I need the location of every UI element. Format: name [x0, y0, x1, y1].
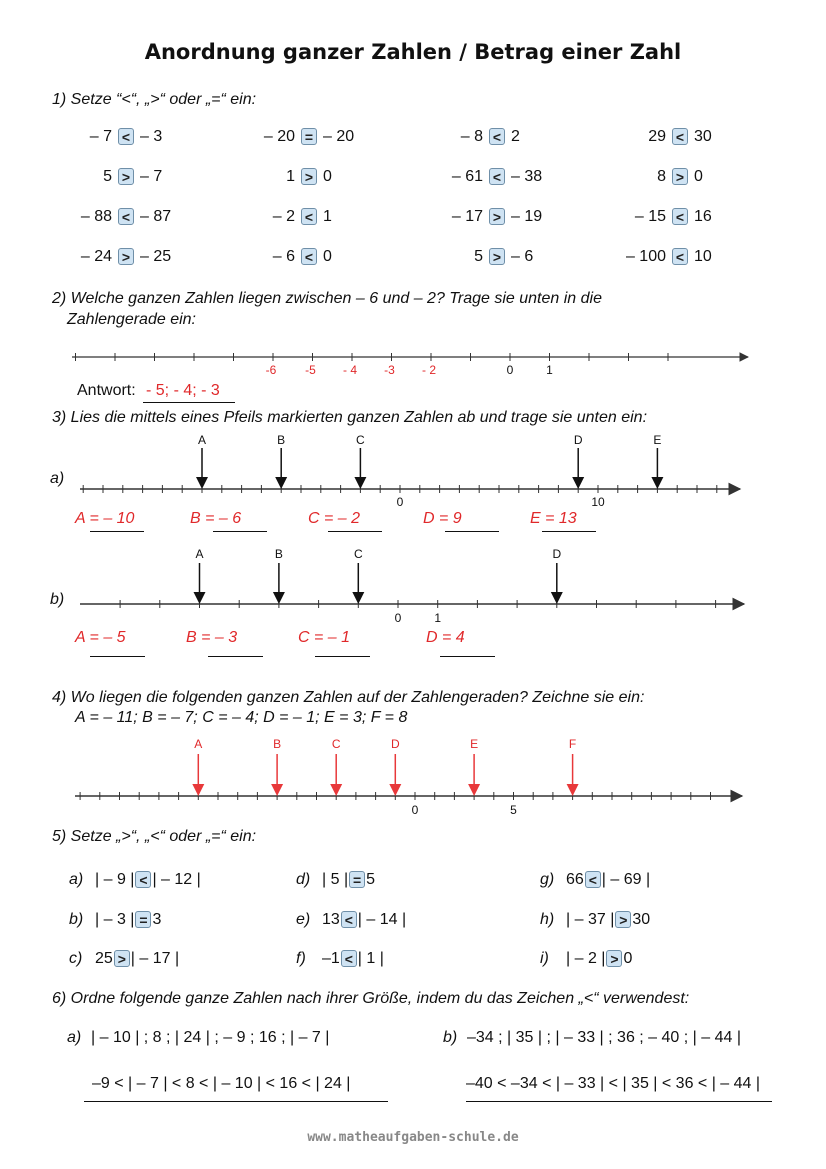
- q3b-marker-label: C: [353, 547, 363, 561]
- q6a-answer-underline: [84, 1101, 388, 1102]
- q4-axis-label: 5: [510, 803, 517, 817]
- q6a-tag: a): [67, 1029, 82, 1046]
- q5-left-value: 66: [566, 871, 584, 888]
- q5-left-value: | – 3 |: [95, 911, 135, 928]
- q2-answer: - 5; - 4; - 3: [146, 382, 220, 399]
- q3a-answer-underline: [328, 531, 382, 532]
- q3b-answer-underline: [208, 656, 263, 657]
- q1-left-value: 5: [103, 168, 112, 185]
- q1-answer-box[interactable]: <: [489, 168, 505, 185]
- footer-url: www.matheaufgaben-schule.de: [307, 1130, 519, 1145]
- q5-tag: c): [69, 950, 83, 967]
- q1-right-value: – 25: [140, 248, 172, 265]
- q6a-list: | – 10 | ; 8 ; | 24 | ; – 9 ; 16 ; | – 7 |: [91, 1029, 330, 1046]
- q1-left-value: – 17: [451, 208, 483, 225]
- q1-right-value: 30: [694, 128, 712, 145]
- q1-left-value: 8: [657, 168, 666, 185]
- q1-right-value: – 87: [140, 208, 172, 225]
- q3b-answer-underline: [90, 656, 145, 657]
- q5-tag: i): [540, 950, 549, 967]
- q3a-arrow-head: [572, 477, 584, 489]
- q3a-answer: E = 13: [530, 510, 577, 527]
- q1-left-value: – 8: [460, 128, 483, 145]
- q5-answer-box[interactable]: =: [135, 911, 151, 928]
- page-title: Anordnung ganzer Zahlen / Betrag einer Zahl: [144, 40, 682, 64]
- q1-answer-box[interactable]: >: [118, 168, 134, 185]
- q5-exercise: [69, 871, 201, 889]
- q1-right-value: 1: [323, 208, 332, 225]
- q2-red-label: -5: [305, 363, 316, 377]
- q4-marker-label: F: [568, 737, 577, 751]
- q4-prompt-line1: 4) Wo liegen die folgenden ganzen Zahlen auf der Zahlengeraden? Zeichne sie ein:: [52, 689, 645, 706]
- q6b-answer-underline: [466, 1101, 772, 1102]
- q1-answer-box[interactable]: <: [672, 208, 688, 225]
- q5-exercise: [540, 911, 650, 929]
- q3a-marker-label: C: [356, 433, 365, 447]
- q1-left-value: – 15: [634, 208, 666, 225]
- q6-prompt: 6) Ordne folgende ganze Zahlen nach ihrer Größe, indem du das Zeichen „<“ verwendest:: [52, 990, 690, 1007]
- q2-red-label: - 4: [342, 363, 358, 377]
- q2-answer-label: Antwort:: [77, 382, 136, 399]
- q5-exercise: [296, 950, 384, 968]
- q3a-marker-label: B: [277, 433, 286, 447]
- q5-answer-box[interactable]: <: [135, 871, 151, 888]
- q1-left-value: – 20: [263, 128, 295, 145]
- q5-tag: b): [69, 911, 84, 928]
- q3b-answer: D = 4: [426, 629, 465, 646]
- q3b-answer-underline: [315, 656, 370, 657]
- q3a-arrow-head: [196, 477, 208, 489]
- q1-left-value: – 61: [451, 168, 483, 185]
- q1-right-value: 0: [323, 248, 332, 265]
- q2-axis-label: 1: [546, 363, 553, 377]
- q1-answer-box[interactable]: <: [118, 208, 134, 225]
- q1-answer-box[interactable]: >: [672, 168, 688, 185]
- q1-right-value: – 19: [511, 208, 543, 225]
- q1-answer-box[interactable]: <: [489, 128, 505, 145]
- q2-answer-underline: [143, 402, 235, 403]
- q3b-arrow-head: [273, 592, 285, 604]
- q5-prompt: 5) Setze „>“, „<“ oder „=“ ein:: [52, 828, 257, 845]
- q5-right-value: | 1 |: [357, 950, 384, 967]
- q5-tag: g): [540, 871, 555, 888]
- q5-right-value: 5: [366, 871, 376, 888]
- q4-marker-label: D: [390, 737, 400, 751]
- q1-answer-box[interactable]: >: [301, 168, 317, 185]
- q3a-answer-underline: [213, 531, 267, 532]
- q3a-axis-label: 10: [591, 495, 605, 509]
- q1-left-value: 1: [286, 168, 295, 185]
- q5-exercise: [296, 911, 406, 929]
- q4-arrow-head: [389, 784, 401, 796]
- q3a-marker-label: D: [573, 433, 583, 447]
- q1-answer-box[interactable]: <: [672, 128, 688, 145]
- q5-right-value: | – 69 |: [601, 871, 651, 888]
- q1-answer-box[interactable]: <: [672, 248, 688, 265]
- q1-right-value: 0: [323, 168, 332, 185]
- q5-answer-box[interactable]: <: [341, 950, 357, 967]
- q5-answer-box[interactable]: >: [615, 911, 631, 928]
- q3a-arrow-head: [354, 477, 366, 489]
- q5-answer-box[interactable]: >: [114, 950, 130, 967]
- q3b-answer: A = – 5: [75, 629, 126, 646]
- q3a-answer: A = – 10: [75, 510, 135, 527]
- q3a-marker-label: A: [197, 433, 207, 447]
- q1-right-value: – 20: [323, 128, 355, 145]
- q5-left-value: | – 2 |: [566, 950, 606, 967]
- q3-prompt: 3) Lies die mittels eines Pfeils markierten ganzen Zahlen ab und trage sie unten ein:: [52, 409, 648, 426]
- q1-left-value: – 6: [272, 248, 295, 265]
- q2-red-label: - 2: [421, 363, 437, 377]
- q5-exercise: [69, 911, 161, 929]
- q2-red-label: -3: [384, 363, 395, 377]
- q3b-arrow-head: [194, 592, 206, 604]
- q4-marker-label: A: [194, 737, 203, 751]
- q3b-axis-label: 1: [434, 611, 442, 625]
- q3b-answer-underline: [440, 656, 495, 657]
- q3a-answer-underline: [445, 531, 499, 532]
- q6b-answer: –40 < –34 < | – 33 | < | 35 | < 36 < | – 44 |: [466, 1075, 761, 1092]
- q4-axis-label: 0: [411, 803, 419, 817]
- q3b-marker-label: B: [274, 547, 283, 561]
- q2-prompt-line2: Zahlengerade ein:: [67, 311, 196, 328]
- q4-marker-label: E: [470, 737, 479, 751]
- q1-left-value: – 88: [80, 208, 112, 225]
- q5-right-value: 30: [632, 911, 651, 928]
- q5-right-value: | – 12 |: [152, 871, 201, 888]
- q5-right-value: | – 17 |: [130, 950, 180, 967]
- q6b-tag: b): [443, 1029, 458, 1046]
- q3b-arrow-head: [352, 592, 364, 604]
- q1-right-value: – 3: [140, 128, 163, 145]
- q4-marker-label: C: [331, 737, 341, 751]
- q3a-arrow-head: [275, 477, 287, 489]
- q4-marker-label: B: [273, 737, 282, 751]
- q1-answer-box[interactable]: =: [301, 128, 317, 145]
- q1-answer-box[interactable]: <: [301, 248, 317, 265]
- q2-red-label: -6: [265, 363, 277, 377]
- q5-left-value: | – 9 |: [95, 871, 135, 888]
- q5-tag: e): [296, 911, 311, 928]
- q5-exercise: [540, 950, 632, 968]
- q1-right-value: 10: [694, 248, 712, 265]
- q5-tag: h): [540, 911, 555, 928]
- q5-tag: d): [296, 871, 311, 888]
- q5-right-value: 3: [152, 911, 162, 928]
- q3a-answer: B = – 6: [190, 510, 242, 527]
- q4-arrow-head: [468, 784, 480, 796]
- q5-right-value: 0: [623, 950, 633, 967]
- q2-prompt-line1: 2) Welche ganzen Zahlen liegen zwischen – 6 und – 2? Trage sie unten in die: [52, 290, 602, 307]
- q1-left-value: 29: [648, 128, 666, 145]
- q3a-marker-label: E: [653, 433, 662, 447]
- q3b-answer: B = – 3: [186, 629, 238, 646]
- q4-arrow-head: [271, 784, 283, 796]
- q5-answer-box[interactable]: =: [349, 871, 365, 888]
- q5-answer-box[interactable]: <: [341, 911, 357, 928]
- q3b-arrow-head: [551, 592, 563, 604]
- q1-right-value: 2: [511, 128, 520, 145]
- q5-right-value: | – 14 |: [357, 911, 407, 928]
- q5-exercise: [69, 950, 179, 968]
- q6a-answer: –9 < | – 7 | < 8 < | – 10 | < 16 < | 24 |: [92, 1075, 351, 1092]
- q1-answer-box[interactable]: >: [489, 248, 505, 265]
- q5-exercise: [540, 871, 650, 889]
- q5-left-value: 13: [322, 911, 340, 928]
- q1-answer-box[interactable]: <: [301, 208, 317, 225]
- q5-answer-box[interactable]: >: [606, 950, 622, 967]
- q3b-marker-label: D: [552, 547, 562, 561]
- q1-left-value: – 100: [625, 248, 666, 265]
- q3b-answer: C = – 1: [298, 629, 351, 646]
- q1-right-value: 16: [694, 208, 712, 225]
- q1-answer-box[interactable]: >: [118, 248, 134, 265]
- q3a-answer: D = 9: [423, 510, 462, 527]
- q3a-axis-label: 0: [396, 495, 404, 509]
- q2-axis-label: 0: [506, 363, 514, 377]
- q1-left-value: – 24: [80, 248, 112, 265]
- q1-left-value: – 7: [89, 128, 112, 145]
- q1-right-value: 0: [694, 168, 703, 185]
- q3a-answer-underline: [542, 531, 596, 532]
- q5-left-value: | 5 |: [322, 871, 349, 888]
- q1-left-value: – 2: [272, 208, 295, 225]
- q1-answer-box[interactable]: <: [118, 128, 134, 145]
- q5-answer-box[interactable]: <: [585, 871, 601, 888]
- q5-tag: f): [296, 950, 306, 967]
- q5-left-value: 25: [95, 950, 113, 967]
- q4-arrow-head: [192, 784, 204, 796]
- q6b-list: –34 ; | 35 | ; | – 33 | ; 36 ; – 40 ; | – 44 |: [467, 1029, 741, 1046]
- q1-prompt: 1) Setze “<“, „>“ oder „=“ ein:: [52, 91, 257, 108]
- q4-arrow-head: [567, 784, 579, 796]
- q3b-axis-label: 0: [394, 611, 402, 625]
- q4-prompt-line2: A = – 11; B = – 7; C = – 4; D = – 1; E = 3; F = 8: [75, 709, 408, 726]
- q3a-answer: C = – 2: [308, 510, 361, 527]
- q3b-label: b): [50, 591, 65, 608]
- q1-left-value: 5: [474, 248, 483, 265]
- q1-right-value: – 6: [511, 248, 534, 265]
- q1-right-value: – 38: [511, 168, 543, 185]
- q3a-label: a): [50, 470, 65, 487]
- q3a-answer-underline: [90, 531, 144, 532]
- q5-tag: a): [69, 871, 84, 888]
- q3a-arrow-head: [651, 477, 663, 489]
- q3b-marker-label: A: [195, 547, 204, 561]
- q1-answer-box[interactable]: >: [489, 208, 505, 225]
- q5-left-value: | – 37 |: [566, 911, 615, 928]
- q5-left-value: –1: [322, 950, 340, 967]
- q5-exercise: [296, 871, 375, 889]
- q4-arrow-head: [330, 784, 342, 796]
- q1-right-value: – 7: [140, 168, 163, 185]
